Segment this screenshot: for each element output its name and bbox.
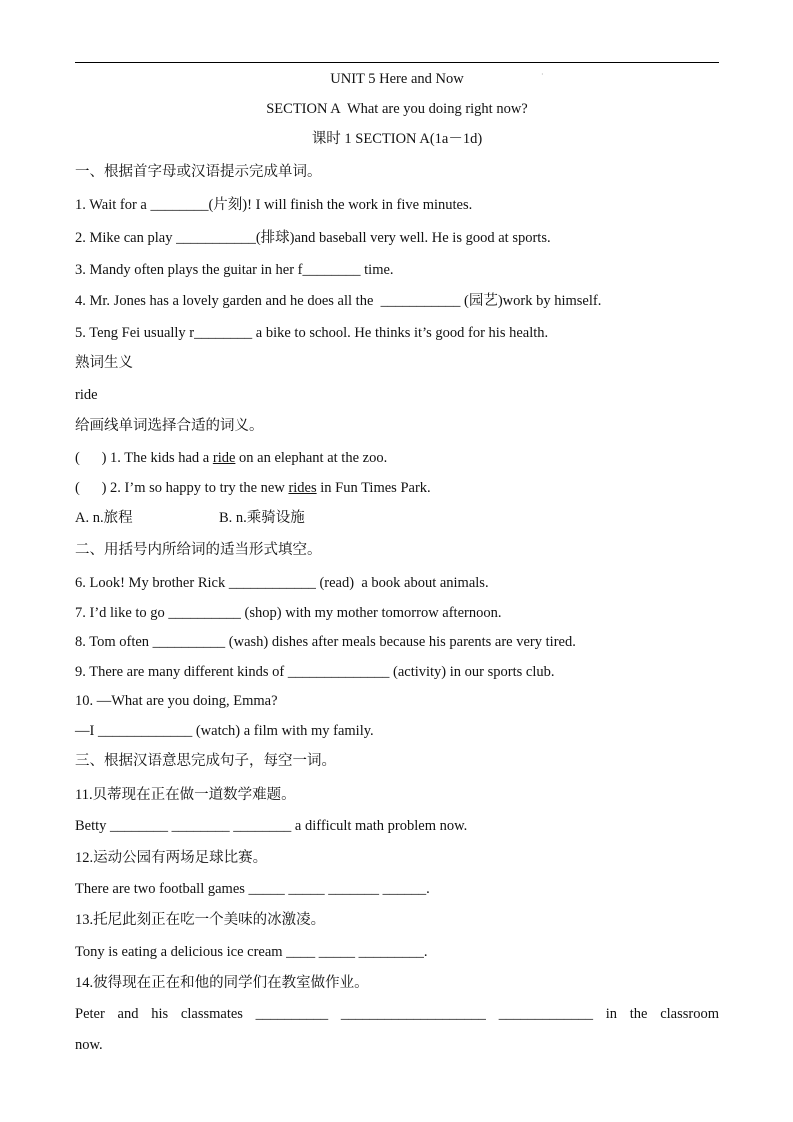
part2-item-10-answer: —I _____________ (watch) a film with my family. — [75, 723, 374, 739]
q12-chinese: 12.运动公园有两场足球比赛。 — [75, 850, 268, 866]
q14-english: Peter and his classmates __________ ____________________ _____________ in the classroom — [75, 1006, 719, 1022]
q13-chinese: 13.托尼此刻正在吃一个美味的冰激凌。 — [75, 912, 326, 928]
vocab-word: ride — [75, 387, 98, 403]
header-dot: · — [541, 70, 544, 79]
part1-item-3: 3. Mandy often plays the guitar in her f________ time. — [75, 262, 394, 278]
vocab-question-2 — [75, 478, 431, 498]
vocab-instruction: 给画线单词选择合适的词义。 — [75, 418, 264, 434]
q13-english: Tony is eating a delicious ice cream ____ _____ _________. — [75, 944, 428, 960]
vocab-option-a: A. n.旅程 — [75, 510, 133, 526]
part1-heading: 一、根据首字母或汉语提示完成单词。 — [75, 164, 322, 180]
part1-item-5: 5. Teng Fei usually r________ a bike to school. He thinks it’s good for his health. — [75, 325, 549, 341]
header-rule — [75, 62, 719, 63]
q2-underlined-word: rides — [288, 480, 317, 496]
vocab-question-1 — [75, 448, 387, 468]
vocab-heading: 熟词生义 — [75, 355, 133, 371]
part2-item-10: 10. —What are you doing, Emma? — [75, 693, 278, 709]
q2-post: in Fun Times Park. — [316, 480, 431, 496]
part2-item-8: 8. Tom often __________ (wash) dishes after meals because his parents are very tired. — [75, 634, 576, 650]
part1-item-1: 1. Wait for a ________(片刻)! I will finish the work in five minutes. — [75, 197, 473, 213]
q11-english: Betty ________ ________ ________ a difficult math problem now. — [75, 818, 468, 834]
q14-english-end: now. — [75, 1037, 103, 1053]
part2-item-9: 9. There are many different kinds of ______________ (activity) in our sports club. — [75, 664, 555, 680]
section-title: SECTION A What are you doing right now? — [266, 101, 528, 117]
q11-chinese: 11.贝蒂现在正在做一道数学难题。 — [75, 787, 296, 803]
q1-pre: ( ) 1. The kids had a — [75, 450, 213, 466]
unit-title: UNIT 5 Here and Now — [330, 71, 464, 87]
part1-item-4: 4. Mr. Jones has a lovely garden and he does all the ___________ (园艺)work by himself. — [75, 293, 602, 309]
q12-english: There are two football games _____ _____ _______ ______. — [75, 881, 430, 897]
lesson-title: 课时 1 SECTION A(1a－1d) — [311, 131, 483, 147]
part2-item-6: 6. Look! My brother Rick ____________ (read) a book about animals. — [75, 575, 489, 591]
q1-underlined-word: ride — [212, 450, 236, 466]
vocab-option-b: B. n.乘骑设施 — [219, 510, 305, 526]
part1-item-2: 2. Mike can play ___________(排球)and baseball very well. He is good at sports. — [75, 230, 551, 246]
part3-heading: 三、根据汉语意思完成句子，每空一词。 — [75, 753, 336, 769]
q2-pre: ( ) 2. I’m so happy to try the new — [75, 480, 289, 496]
part2-heading: 二、用括号内所给词的适当形式填空。 — [75, 542, 322, 558]
q14-chinese: 14.彼得现在正在和他的同学们在教室做作业。 — [75, 975, 369, 991]
part2-item-7: 7. I’d like to go __________ (shop) with my mother tomorrow afternoon. — [75, 605, 502, 621]
q1-post: on an elephant at the zoo. — [235, 450, 388, 466]
